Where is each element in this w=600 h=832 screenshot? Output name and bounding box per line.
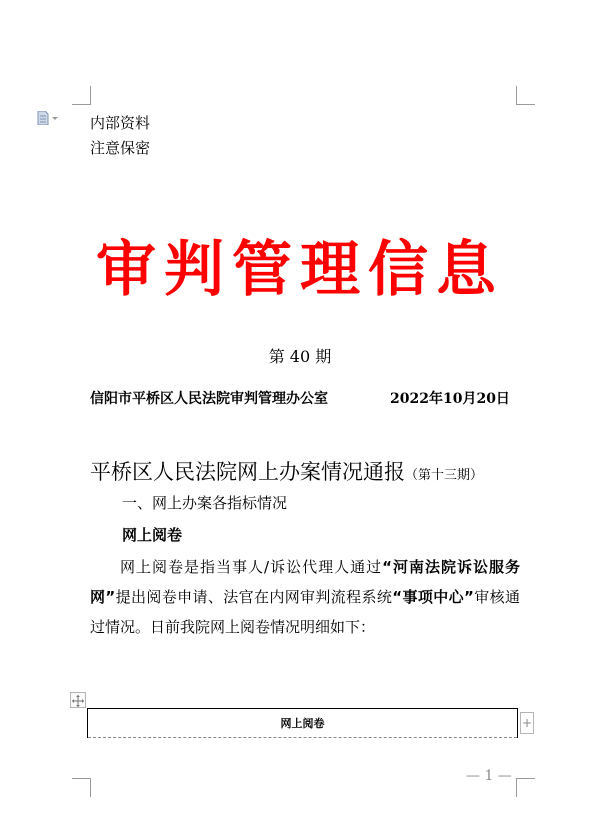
issue-date: 2022年10月20日 (390, 391, 510, 407)
margin-mark-bottom-right (516, 778, 535, 797)
margin-mark-bottom-left (72, 778, 91, 797)
page-number: — 1 — (466, 768, 512, 784)
paragraph-part: 网上阅卷是指当事人/诉讼代理人通过 (120, 558, 383, 576)
report-title (90, 456, 483, 486)
move-icon[interactable] (70, 692, 86, 708)
paragraph-bold-part: “事项中心” (392, 588, 474, 606)
margin-mark-top-left (72, 86, 91, 105)
margin-mark-top-right (516, 86, 535, 105)
issue-number: 第 40 期 (268, 347, 332, 366)
body-paragraph (90, 552, 520, 642)
subsection-heading: 网上阅卷 (122, 526, 183, 544)
paragraph-part: 审核通过情况。日前我院网上阅卷情况明细如下： (90, 588, 520, 636)
table-header-cell[interactable]: 网上阅卷 (280, 717, 325, 730)
internal-material-label: 内部资料 (90, 114, 151, 132)
section-heading: 一、网上办案各指标情况 (122, 494, 288, 512)
report-title-text: 平桥区人民法院网上办案情况通报 (90, 460, 405, 484)
document-icon[interactable] (37, 110, 59, 124)
paragraph-part: 提出阅卷申请、法官在内网审判流程系统 (115, 588, 393, 606)
table-row (88, 709, 518, 738)
confidential-label: 注意保密 (90, 139, 151, 157)
masthead-title: 审判管理信息 (96, 235, 504, 305)
issuer-name: 信阳市平桥区人民法院审判管理办公室 (90, 391, 328, 407)
paragraph-bold-part: “河南法院诉讼服务网” (90, 558, 520, 606)
report-title-suffix: （第十三期） (405, 468, 484, 483)
online-review-table (87, 708, 518, 738)
add-column-button[interactable]: + (520, 712, 534, 734)
